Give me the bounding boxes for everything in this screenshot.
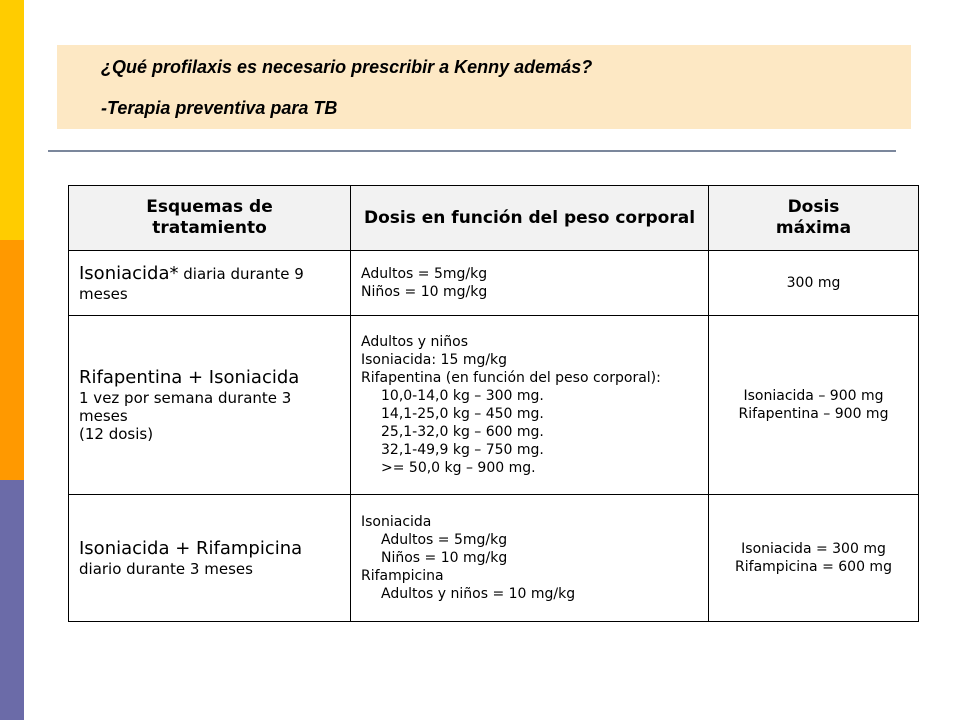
regimen-cell: Rifapentina + Isoniacida 1 vez por semana durante 3 meses (12 dosis): [69, 316, 351, 495]
regimen-table: [68, 185, 919, 622]
table-row: [69, 251, 919, 316]
table-row: [69, 316, 919, 495]
dose-cell: Isoniacida Adultos = 5mg/kg Niños = 10 mg/kg Rifampicina Adultos y niños = 10 mg/kg: [351, 495, 709, 622]
header-max-dose: Dosis máxima: [709, 186, 919, 251]
slide-header: [57, 45, 911, 129]
dose-cell: Adultos = 5mg/kg Niños = 10 mg/kg: [351, 251, 709, 316]
table-row: [69, 495, 919, 622]
accent-bar-yellow: [0, 0, 24, 240]
regimen-cell: Isoniacida* diaria durante 9 meses: [69, 251, 351, 316]
header-regimen: Esquemas de tratamiento: [69, 186, 351, 251]
header-dose: Dosis en función del peso corporal: [351, 186, 709, 251]
accent-bar-orange: [0, 240, 24, 480]
max-dose-cell: Isoniacida – 900 mg Rifapentina – 900 mg: [709, 316, 919, 495]
max-dose-cell: 300 mg: [709, 251, 919, 316]
dose-cell: Adultos y niños Isoniacida: 15 mg/kg Rifapentina (en función del peso corporal): 10,0-14,0 kg – 300 mg. 14,1-25,0 kg – 450 mg. 25,1-32,0 kg – 600 mg. 32,1-49,9 kg – 750 mg. >= 50,0 kg – 900 mg.: [351, 316, 709, 495]
answer-text: -Terapia preventiva para TB: [101, 98, 338, 118]
max-dose-cell: Isoniacida = 300 mg Rifampicina = 600 mg: [709, 495, 919, 622]
drug-name: Isoniacida*: [79, 263, 179, 284]
question-text: ¿Qué profilaxis es necesario prescribir a Kenny además?: [101, 57, 593, 77]
divider-line: [48, 150, 896, 152]
accent-bar-purple: [0, 480, 24, 720]
drug-name: Rifapentina + Isoniacida: [79, 367, 300, 388]
drug-name: Isoniacida + Rifampicina: [79, 538, 303, 559]
regimen-cell: Isoniacida + Rifampicina diario durante 3 meses: [69, 495, 351, 622]
table-header-row: [69, 186, 919, 251]
